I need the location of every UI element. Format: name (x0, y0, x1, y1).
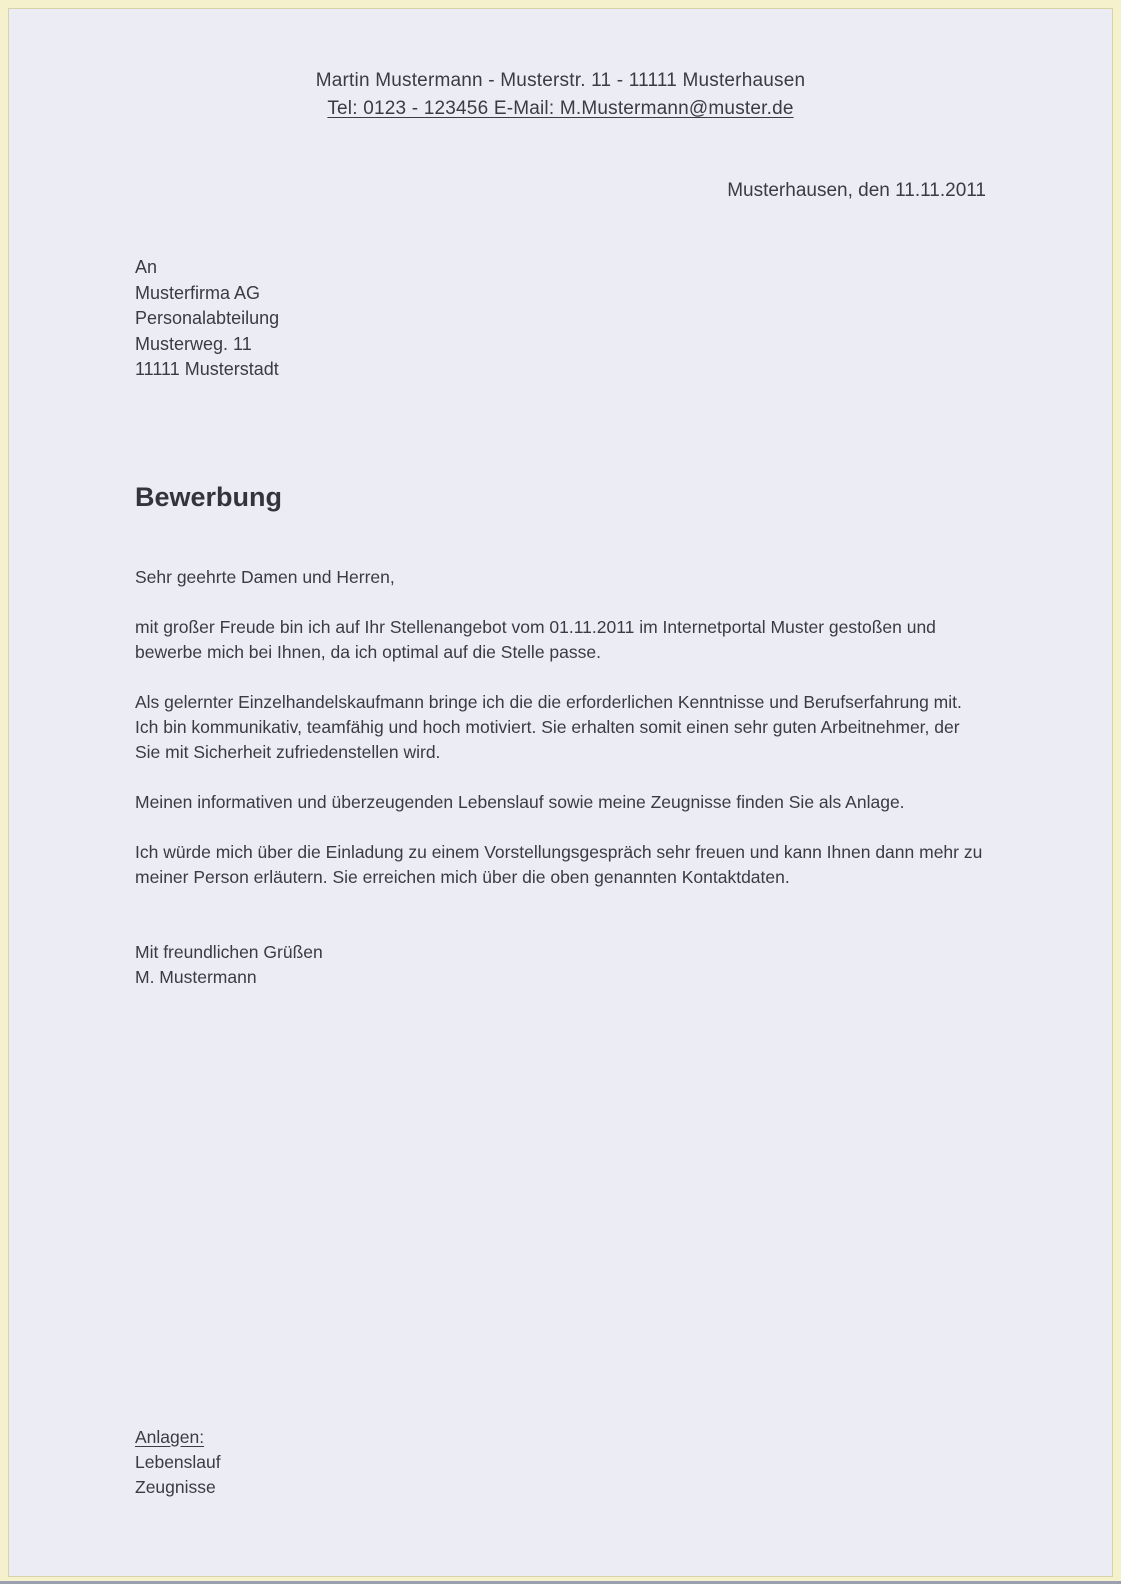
letter-page (8, 8, 1113, 1577)
sender-header (135, 67, 986, 123)
recipient-line: Personalabteilung (135, 308, 280, 328)
body-paragraph: mit großer Freude bin ich auf Ihr Stellenangebot vom 01.11.2011 im Internetportal Muster gestoßen und bewerbe mich bei Ihnen, da ich optimal auf die Stelle passe. (135, 616, 936, 662)
recipient-line: Musterweg. 11 (135, 333, 252, 354)
letter-content (9, 9, 1112, 1500)
closing-block (135, 940, 986, 990)
sender-address-line: Martin Mustermann - Musterstr. 11 - 11111 Musterhausen (315, 70, 806, 91)
recipient-line: Musterfirma AG (135, 282, 261, 303)
recipient-line: An (135, 257, 158, 277)
attachment-item: Lebenslauf (135, 1451, 221, 1472)
date-line: Musterhausen, den 11.11.2011 (727, 180, 986, 201)
recipient-block (135, 255, 986, 383)
salutation: Sehr geehrte Damen und Herren, (135, 566, 395, 587)
attachments-block (135, 1425, 986, 1500)
sender-contact-line: Tel: 0123 - 123456 E-Mail: M.Mustermann@muster.de (327, 98, 794, 119)
signature-name: M. Mustermann (135, 966, 257, 987)
subject-heading: Bewerbung (135, 481, 283, 512)
body-paragraph: Ich würde mich über die Einladung zu einem Vorstellungsgespräch sehr freuen und kann Ihnen dann mehr zu meiner Person erläutern. Sie erreichen mich über die oben genannten Kontaktdaten. (135, 841, 983, 887)
body-paragraph: Meinen informativen und überzeugenden Lebenslauf sowie meine Zeugnisse finden Sie als Anlage. (135, 791, 905, 812)
recipient-line: 11111 Musterstadt (135, 359, 279, 379)
closing-greeting: Mit freundlichen Grüßen (135, 941, 323, 962)
attachments-heading: Anlagen: (135, 1426, 205, 1447)
body-paragraph: Als gelernter Einzelhandelskaufmann bringe ich die die erforderlichen Kenntnisse und Berufserfahrung mit. Ich bin kommunikativ, teamfähig und hoch motiviert. Sie erhalten somit einen sehr guten Arbeitnehmer, der Sie mit Sicherheit zufriedenstellen wird. (135, 691, 962, 762)
attachment-item: Zeugnisse (135, 1476, 216, 1497)
